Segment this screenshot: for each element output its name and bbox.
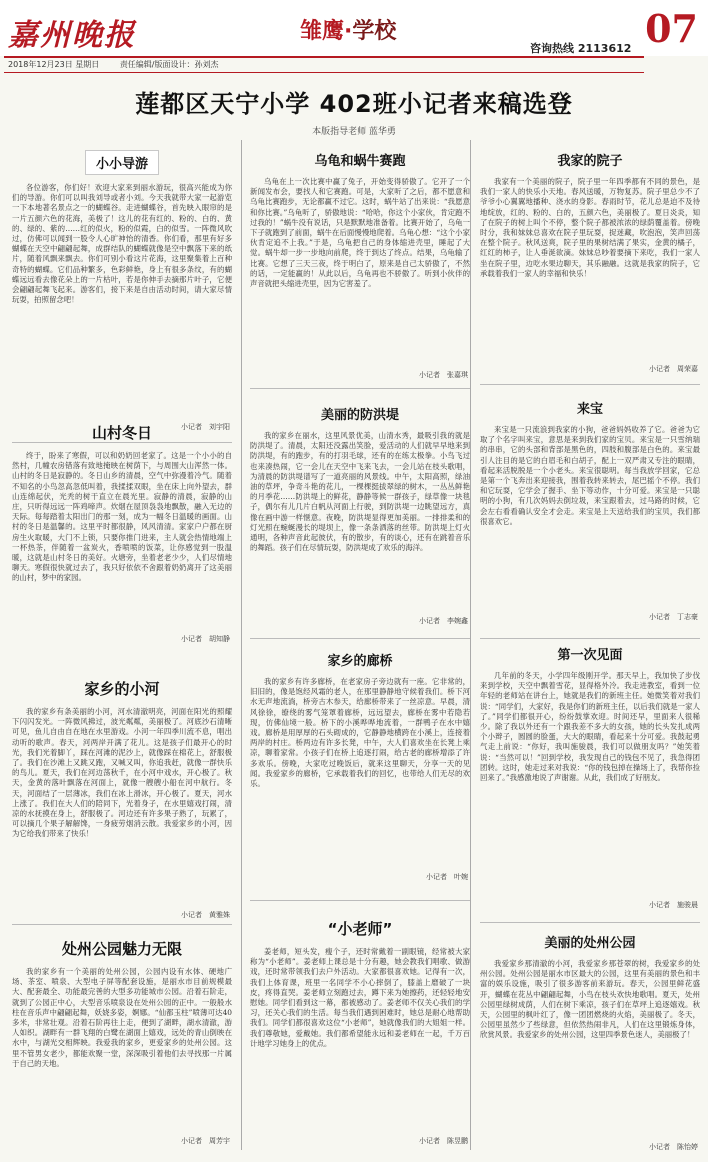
article-title[interactable]: 家乡的廊桥 [327, 654, 393, 669]
article-title[interactable]: 山村冬日 [91, 424, 152, 442]
article-body: 姜老师，短头发，瘦个子，还时常戴着一副眼镜，经常被大家称为“小老师”。姜老师上课总是十分有趣，她会教我们唱歌、做游戏，还时常带领我们去户外活动。大家都很喜欢她。记得有一次，我们上体育课，班里一名同学不小心摔倒了，膝盖上磨破了一块皮，疼得直哭。姜老师立刻跑过去，蹲下来为她擦药，还轻轻地安慰她。同学们看到这一幕，都被感动了。姜老师不仅关心我们的学习，还关心我们的生活。每当我们遇到困难时，她总是耐心地帮助我们。同学们都很喜欢这位“小老师”，她就像我们的大姐姐一样。我们尊敬她，爱戴她。我们都希望能永远和姜老师在一起，千万百计地学习她身上的优点。 [250, 947, 470, 1048]
article-byline: 小记者 周芳宇 [181, 1137, 230, 1145]
article-byline: 小记者 黄雅姝 [181, 911, 230, 919]
article [12, 678, 232, 938]
hotline: 咨询热线 2113612 [530, 42, 632, 55]
article-title[interactable]: 我家的院子 [557, 154, 623, 169]
article [12, 422, 232, 672]
masthead [0, 0, 708, 56]
section-right: 学校 [352, 19, 397, 44]
article-byline: 小记者 施骏晨 [649, 901, 698, 909]
article-title[interactable]: “小老师” [327, 920, 393, 938]
article [12, 938, 232, 1158]
article-title[interactable]: 乌龟和蜗牛赛跑 [314, 154, 406, 169]
article-body: 各位游客，你们好！欢迎大家来到丽水游玩，很高兴能成为你们的导游。你们可以叫我刘导或者小刘。今天我就带大家一起游览一下本地著名景点之一的蝴蝶谷。走进蝴蝶谷，首先映入眼帘的是一片五颜六色的花海，美极了！这儿的花有红的、粉的、白的、黄的、绿的、紫的……红的似火，粉的似霞，白的似雪。一阵微风吹过，仿佛可以闻到一股令人心旷神怡的清香。你们看，那里有好多蝴蝶在天空中翩翩起舞，成群结队的蝴蝶就像是空中飘落下来的纸片，随着风飘来飘去。你们可别小看这片花海，这里聚集着上百种奇特的蝴蝶。它们品种繁多，色彩鲜艳，身上有很多条纹，有的蝴蝶远远看去像花朵上的一片枯叶，若是你伸手去摘那片叶子，它便会翩翩起舞飞起来。游客们，接下来是自由活动时间，请大家尽情玩耍，拍照留念吧！ [12, 183, 232, 305]
article-title[interactable]: 美丽的处州公园 [544, 936, 636, 951]
article-body: 终于，盼来了寒假，可以和奶奶回老家了。这是一个小小的自然村，几幢农房错落有致地掩映在树荫下，与周围大山浑然一体。山村的冬日是寂静的。冬日山乡的清晨，空气中弥漫着冷气。随着不知名的小鸟忽高忽低叫着，我揉揉双眼，坐在床上向外望去，群山连绵起伏，光秃的树干直立在晨光里。寂静的清晨，寂静的山庄，只听得远远一阵鸡啼声。炊烟在屋顶袅袅地飘散，融入无边的天际。每每踏着太阳出门的那一刻，成为一幅冬日温暖的画面。山村的冬日是温馨的。这里平时都很静，风风清清。家家户户都在厨房生火取暖，大门不上锁，只要你推门进来，主人就会热情地端上一杯热茶，伴随着一盆炭火，香喷喷的饭菜，让你感觉到一股温暖，这就是山村冬日的美好。火塘旁，坐着老老少少，人们尽情地聊天。寒假很快就过去了，我只好依依不舍跟着奶奶离开了这美丽的山村，梦中的家园。 [12, 451, 232, 583]
editor-credit: 责任编辑/版面设计：孙刘杰 [119, 60, 219, 69]
article [250, 918, 470, 1158]
article-title[interactable]: 家乡的小河 [84, 680, 160, 698]
article-body: 来宝是一只流浪到我家的小狗，爸爸妈妈收养了它。爸爸为它取了个名字叫来宝，意思是来到我们家的宝贝。来宝是一只雪纳瑞的串串，它的头部和背部是黑色的，四肢和腹部是白色的。来宝最引人注目的是它的白眉毛和白胡子，配上一双严肃又专注的眼睛，看起来活脱脱是一个小老头。来宝很聪明。每当我放学回家，它总是第一个飞奔出来迎接我，围着我转来转去，尾巴摇个不停。我们和它玩耍，它学会了握手、坐下等动作，十分可爱。来宝是一只聪明的小狗，有几次妈妈去倒垃圾，来宝跟着去，过马路的时候，它会左右看看确认安全才会走。来宝是上天送给我们的宝贝，我们都很喜欢它。 [480, 425, 700, 526]
column-divider [241, 140, 242, 1150]
article-byline: 小记者 张嘉琪 [419, 371, 468, 379]
article [250, 150, 470, 400]
article-byline: 小记者 陈怡婷 [649, 1143, 698, 1151]
article-byline: 小记者 丁志豪 [649, 613, 698, 621]
article-byline: 小记者 周荣嘉 [649, 365, 698, 373]
article-title[interactable]: 来宝 [576, 402, 603, 417]
article [12, 150, 232, 440]
article-title[interactable]: 小小导游 [85, 150, 159, 175]
article-title[interactable]: 处州公园魅力无限 [61, 940, 182, 958]
section-brand [300, 14, 396, 45]
article [480, 644, 700, 924]
instructor-credit: 本版指导老师 蓝华勇 [312, 127, 396, 137]
article-title[interactable]: 美丽的防洪堤 [320, 408, 399, 423]
article [480, 398, 700, 638]
page-headline: 莲都区天宁小学 402班小记者来稿选登 [135, 90, 573, 118]
article-title[interactable]: 第一次见面 [557, 648, 623, 663]
article-body: 我的家乡在丽水，这里风景优美，山清水秀，最吸引我的就是防洪堤了。清晨，太阳还没露出笑脸，爱活动的人们就早早地来到防洪堤，有的跑步，有的打羽毛球，还有的在练太极拳。小鸟飞过也来凑热闹，它一会儿在天空中飞来飞去，一会儿站在枝头歌唱，为清晨的防洪堤谱写了一道亮丽的风景线。中午，太阳高照，绿油油的草坪，争奇斗艳的花儿，一棵棵挺拔翠绿的树木，一丛丛鲜艳的月季花……防洪堤上的鲜花，静静等候一群孩子，绿草像一块毯子，偶尔有儿几片白帆从河面上行驶，到防洪堤一边眺望远方，真像在画中游一样惬意。夜晚，防洪堤显得更加美丽。一排排柔和的灯光照在蜿蜒漫长的堤坝上，像一条条洒落的丝带。防洪堤上灯火通明，各种声音此起彼伏，有的散步，有的谈心，还有在跳着音乐的舞蹈。孩子们在尽情玩耍，防洪堤成了欢乐的海洋。 [250, 431, 470, 553]
newspaper-logo[interactable]: 嘉州晚报 [8, 18, 136, 53]
article-separator [250, 388, 470, 389]
article [250, 650, 470, 900]
article-byline: 小记者 叶婉 [426, 873, 468, 881]
article [480, 932, 700, 1162]
article-byline: 小记者 胡知静 [181, 635, 230, 643]
article-separator [480, 922, 700, 923]
section-separator: · [344, 19, 353, 44]
article-separator [480, 638, 700, 639]
article-body: 我的家乡有条美丽的小河，河水清澈明亮，河面在阳光的照耀下闪闪发光。一阵微风拂过，波光粼粼，美丽极了。河底沙石清晰可见，鱼儿自由自在地在水里游戏。小河一年四季川流不息，唱出动听的歌声。春天，河两岸开满了花儿。这是孩子们最开心的时光，我们光着脚丫，踩在河滩的泥沙上，就像踩在棉花上，舒服极了。我们在沙滩上又跳又跑，又喊又叫，你追我赶，就像一群快乐的鸟儿。夏天，我们在河边荡秋千，在小河中戏水，开心极了。秋天，金黄的落叶飘落在河面上，就像一艘艘小船在河中航行。冬天，河面结了一层薄冰，我们在冰上滑冰，开心极了。夏天，河水上涨了。我们在大人们的陪同下，光着身子，在水里嬉戏打闹，清凉的水抚摸在身上，舒服极了。河边还有许多果子熟了，玩累了，可以摘几个果子解解馋，一身疲劳烟消云散。我爱家乡的小河，因为它给我们带来了快乐！ [12, 707, 232, 839]
article-separator [12, 924, 232, 925]
column-divider [470, 140, 471, 1150]
article-separator [250, 900, 470, 901]
article-byline: 小记者 刘宇阳 [181, 423, 230, 431]
section-left: 雏鹰 [300, 19, 345, 44]
article-body: 我的家乡有一个美丽的处州公园，公园内设有水体、硬地广场、茶室、喷泉、大型电子屏等配套设施，是丽水市目前规模最大、配套最全、功能最完善的大型多功能城市公园。沿着石阶走，就到了公园正中心，大型音乐喷泉设在处州公园的正中。一般般水柱在音乐声中翩翩起舞，妖娆多姿，婀娜。“仙都玉柱”喷薄可达40多米，非常壮观。沿着石阶再往上走，便到了湖畔，湖水清澈，游人如织。湖畔有一群飞翔的白鹭在湖面上嬉戏，远处的青山倒映在水中，与湖光交相辉映。我爱我的家乡，更爱家乡的处州公园。这里不管男女老少，都能欢聚一堂，深深吸引着他们去寻找那一片属于自己的天地。 [12, 967, 232, 1068]
article-body: 我爱家乡那清澈的小河，我爱家乡那苍翠的树，我爱家乡的处州公园。处州公园是丽水市区最大的公园，这里有美丽的景色和丰富的娱乐设施，吸引了很多游客前来游玩。春天，公园里鲜花盛开，蝴蝶在花丛中翩翩起舞，小鸟在枝头欢快地歌唱。夏天，处州公园里绿树成荫，人们在树下乘凉，孩子们在草坪上追逐嬉戏。秋天，公园里的枫叶红了，像一团团燃烧的火焰，美丽极了。冬天，公园里虽然少了些绿意，但依然热闹非凡，人们在这里锻炼身体，欣赏风景。我爱家乡的处州公园，这里四季景色迷人，美丽极了！ [480, 959, 700, 1040]
issue-date: 2018年12月23日 星期日 [8, 60, 100, 69]
article-body: 几年前的冬天，小学四年级刚开学。那天早上，我加快了步伐来到学校，天空中飘着雪花，显得格外冷。我走进教室，看到一位年轻的老师站在讲台上，她就是我们的新班主任。她微笑着对我们说：“同学们，大家好，我是你们的新班主任，以后我们就是一家人了。”同学们都很开心，纷纷鼓掌欢迎。时间还早，里面来人很稀少。除了我以外还有一个跟我差不多大的女孩，她的长头发扎成两个小辫子，圆圆的脸蛋，大大的眼睛，看起来十分可爱。我鼓起勇气走上前说：“你好，我叫施骏晨，我们可以做朋友吗？”她笑着说：“当然可以！”回到学校，我发现自己的钱包不见了，我急得团团转。这时，她走过来对我说：“你的钱包掉在操场上了，我帮你捡回来了。”我感激地说了声谢谢。从此，我们成了好朋友。 [480, 671, 700, 783]
article-body: 乌龟在上一次比赛中赢了兔子，开始变得骄傲了。它开了一个新闻发布会，要找人和它赛跑。可是，大家听了之后，都不愿意和乌龟比赛跑步，无论都赢不过它。这时，蜗牛站了出来说：“我愿意和你比赛。”乌龟听了，骄傲地说：“哈哈，你这个小家伙，肯定跑不过我的！”蜗牛没有说话，只是默默地准备着。比赛开始了，乌龟一下子就跑到了前面，蜗牛在后面慢慢地爬着。乌龟心想：“这个小家伙肯定追不上我。”于是，乌龟把自己的身体缩进壳里，睡起了大觉。蜗牛却一步一步地向前爬，终于到达了终点。结果，乌龟输了比赛。它想了三天三夜，终于明白了，原来是自己太骄傲了，不然的话，一定能赢的！从此以后，乌龟再也不骄傲了。听到小伙伴的声音就把头缩进壳里，因为它害羞了。 [250, 177, 470, 289]
article-body: 我的家乡有许多廊桥，在老家房子旁边就有一座。它非常的，旧旧的，像是饱经风霜的老人，在那里静静地守候着我们。桥下河水无声地流淌，桥旁古木参天，给廊桥带来了一丝凉意。早晨，清风徐徐，缭绕的雾气笼罩着廊桥，远远望去，廊桥在雾中若隐若现，仿佛仙境一般。桥下的小溪哗哗地流着，一群鸭子在水中嬉戏。廊桥是用厚厚的石头砌成的，它静静地横跨在小溪上，连接着两岸的村庄。桥两边有许多长凳，中午，大人们喜欢坐在长凳上乘凉，聊着家常。小孩子们在桥上追逐打闹，给古老的廊桥增添了许多欢乐。傍晚，大家吃过晚饭后，就来这里聊天，分享一天的见闻。我爱家乡的廊桥，它承载着我们的回忆，也带给人们无尽的欢乐。 [250, 677, 470, 789]
article-separator [250, 638, 470, 639]
article [480, 150, 700, 390]
article-byline: 小记者 李婉鑫 [419, 617, 468, 625]
article-byline: 小记者 陈昱鹏 [419, 1137, 468, 1145]
article-separator [480, 384, 700, 385]
article [250, 404, 470, 644]
info-bar [4, 56, 644, 73]
article-body: 我家有一个美丽的院子，院子里一年四季都有不同的景色，是我们一家人的快乐小天地。春风送暖，万物复苏。院子里总少不了爷爷小心翼翼地播种、浇水的身影。春雨时节，花儿总是迫不及待地绽放，红的、粉的、白的，五颜六色，美丽极了。夏日炎炎，知了在院子的树上叫个不停，整个院子都被浓浓的绿荫覆盖着。傍晚时分，我和妹妹总喜欢在院子里玩耍，捉迷藏，吹泡泡，笑声回荡在整个院子。秋风送爽，院子里的果树结满了果实，金黄的橘子，红红的柿子，让人垂涎欲滴。妹妹总吵着要摘下来吃，我们一家人坐在院子里，边吃水果边聊天，其乐融融。这就是我家的院子，它承载着我们一家人的幸福和快乐！ [480, 177, 700, 278]
page-number: 07 [645, 6, 698, 51]
